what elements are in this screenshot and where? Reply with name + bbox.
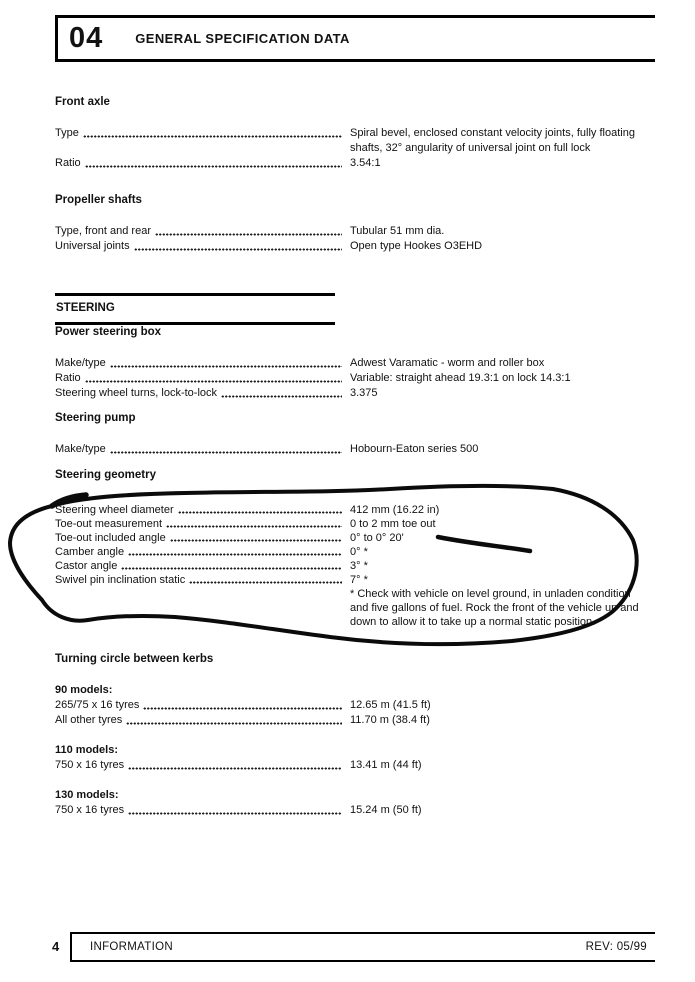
dotted-leader-icon [189, 581, 342, 584]
dotted-leader-icon [110, 451, 342, 454]
section-heading: Propeller shafts [55, 194, 142, 206]
spec-row [55, 224, 655, 239]
spec-row [55, 356, 655, 371]
spec-value: 3° * [350, 560, 368, 572]
spec-row-left [55, 531, 350, 545]
spec-row-left [55, 442, 350, 457]
section-heading: Power steering box [55, 326, 162, 338]
dotted-leader-icon [128, 767, 342, 770]
spec-label: Steering wheel turns, lock-to-lock [55, 387, 218, 399]
spec-label: Make/type [55, 357, 106, 369]
divider-title: STEERING [56, 302, 115, 314]
dotted-leader-icon [178, 511, 342, 514]
spec-row [55, 545, 655, 559]
spec-value: Open type Hookes O3EHD [350, 240, 483, 252]
spec-row [55, 239, 655, 254]
dotted-leader-icon [134, 248, 342, 251]
page-title: GENERAL SPECIFICATION DATA [135, 31, 350, 46]
dotted-leader-icon [85, 165, 342, 168]
spec-label: Castor angle [55, 560, 118, 572]
spec-label: Ratio [55, 157, 81, 169]
section-power-steering-box [55, 325, 655, 401]
spec-label: Universal joints [55, 240, 130, 252]
spec-row-left [55, 356, 350, 371]
spec-value: Spiral bevel, enclosed constant velocity joints, fully floating shafts, 32° angularity of universal joint on full lock [350, 127, 635, 154]
spec-value: 3.375 [350, 387, 378, 399]
spec-label: Toe-out included angle [55, 532, 166, 544]
spec-value: 11.70 m (38.4 ft) [350, 714, 430, 726]
spec-value: 0 to 2 mm toe out [350, 518, 436, 530]
spec-value: 412 mm (16.22 in) [350, 504, 440, 516]
model-subheading: 110 models: [55, 744, 118, 756]
spec-row-left [55, 156, 350, 171]
dotted-leader-icon [110, 365, 342, 368]
spec-row-left [55, 224, 350, 239]
spec-label: Ratio [55, 372, 81, 384]
spec-row [55, 573, 655, 587]
spec-label: Toe-out measurement [55, 518, 162, 530]
spec-label: All other tyres [55, 714, 123, 726]
section-heading: Steering geometry [55, 469, 156, 481]
section-turning-circle [55, 652, 655, 818]
dotted-leader-icon [155, 233, 342, 236]
spec-label: Make/type [55, 443, 106, 455]
spec-row-left [55, 803, 350, 818]
spec-label: Swivel pin inclination static [55, 574, 186, 586]
spec-row [55, 698, 655, 713]
spec-row [55, 442, 655, 457]
spec-value: 7° * [350, 574, 368, 586]
spec-label: Type, front and rear [55, 225, 151, 237]
spec-row [55, 156, 655, 171]
page-number: 4 [52, 939, 60, 954]
spec-value: 0° * [350, 546, 368, 558]
spec-label: Camber angle [55, 546, 125, 558]
spec-value: Adwest Varamatic - worm and roller box [350, 357, 545, 369]
spec-value: 12.65 m (41.5 ft) [350, 699, 431, 711]
model-group [55, 743, 655, 773]
spec-row [55, 371, 655, 386]
spec-row [55, 559, 655, 573]
page-header [55, 15, 655, 62]
section-number: 04 [69, 22, 104, 54]
spec-row [55, 386, 655, 401]
dotted-leader-icon [170, 539, 342, 542]
dotted-leader-icon [166, 525, 342, 528]
spec-row-left [55, 698, 350, 713]
dotted-leader-icon [128, 812, 342, 815]
spec-label: Type [55, 127, 79, 139]
page-footer [70, 932, 655, 962]
spec-row [55, 503, 655, 517]
spec-row-left [55, 559, 350, 573]
spec-row-left [55, 713, 350, 728]
spec-label: Steering wheel diameter [55, 504, 174, 516]
section-divider-steering-divider [55, 293, 335, 325]
spec-row-left [55, 239, 350, 254]
section-steering-pump [55, 411, 655, 457]
spec-row-left [55, 517, 350, 531]
spec-row [55, 126, 655, 156]
section-front-axle [55, 95, 655, 171]
spec-row [55, 713, 655, 728]
spec-row-left [55, 386, 350, 401]
spec-row [55, 517, 655, 531]
section-heading: Steering pump [55, 412, 136, 424]
spec-label: 750 x 16 tyres [55, 759, 125, 771]
model-group [55, 683, 655, 728]
spec-value: 0° to 0° 20' [350, 532, 404, 544]
spec-row-left [55, 758, 350, 773]
spec-label: 265/75 x 16 tyres [55, 699, 140, 711]
spec-row-left [55, 126, 350, 141]
dotted-leader-icon [85, 380, 342, 383]
footnote-text: * Check with vehicle on level ground, in unladen condition and five gallons of fuel. Rock the front of the vehicle up and down to allow it to take up a normal static position. [350, 588, 639, 628]
model-group [55, 788, 655, 818]
section-heading: Front axle [55, 96, 110, 108]
spec-row [55, 758, 655, 773]
section-propeller-shafts [55, 193, 655, 254]
section-steering-geometry [55, 468, 655, 629]
dotted-leader-icon [121, 567, 342, 570]
spec-value: 3.54:1 [350, 157, 381, 169]
spec-label: 750 x 16 tyres [55, 804, 125, 816]
footer-revision: REV: 05/99 [585, 941, 647, 953]
section-heading: Turning circle between kerbs [55, 653, 214, 665]
spec-value: Hobourn-Eaton series 500 [350, 443, 479, 455]
spec-row-left [55, 371, 350, 386]
dotted-leader-icon [83, 135, 342, 138]
spec-row [55, 803, 655, 818]
dotted-leader-icon [143, 707, 342, 710]
spec-value: Tubular 51 mm dia. [350, 225, 445, 237]
dotted-leader-icon [221, 395, 342, 398]
spec-value: 13.41 m (44 ft) [350, 759, 422, 771]
spec-row-left [55, 545, 350, 559]
footer-label: INFORMATION [90, 941, 173, 953]
model-subheading: 90 models: [55, 684, 113, 696]
spec-row-left [55, 503, 350, 517]
dotted-leader-icon [126, 722, 342, 725]
dotted-leader-icon [128, 553, 342, 556]
spec-row [55, 531, 655, 545]
spec-value: 15.24 m (50 ft) [350, 804, 422, 816]
model-subheading: 130 models: [55, 789, 119, 801]
spec-value: Variable: straight ahead 19.3:1 on lock 14.3:1 [350, 372, 571, 384]
spec-row-left [55, 573, 350, 587]
